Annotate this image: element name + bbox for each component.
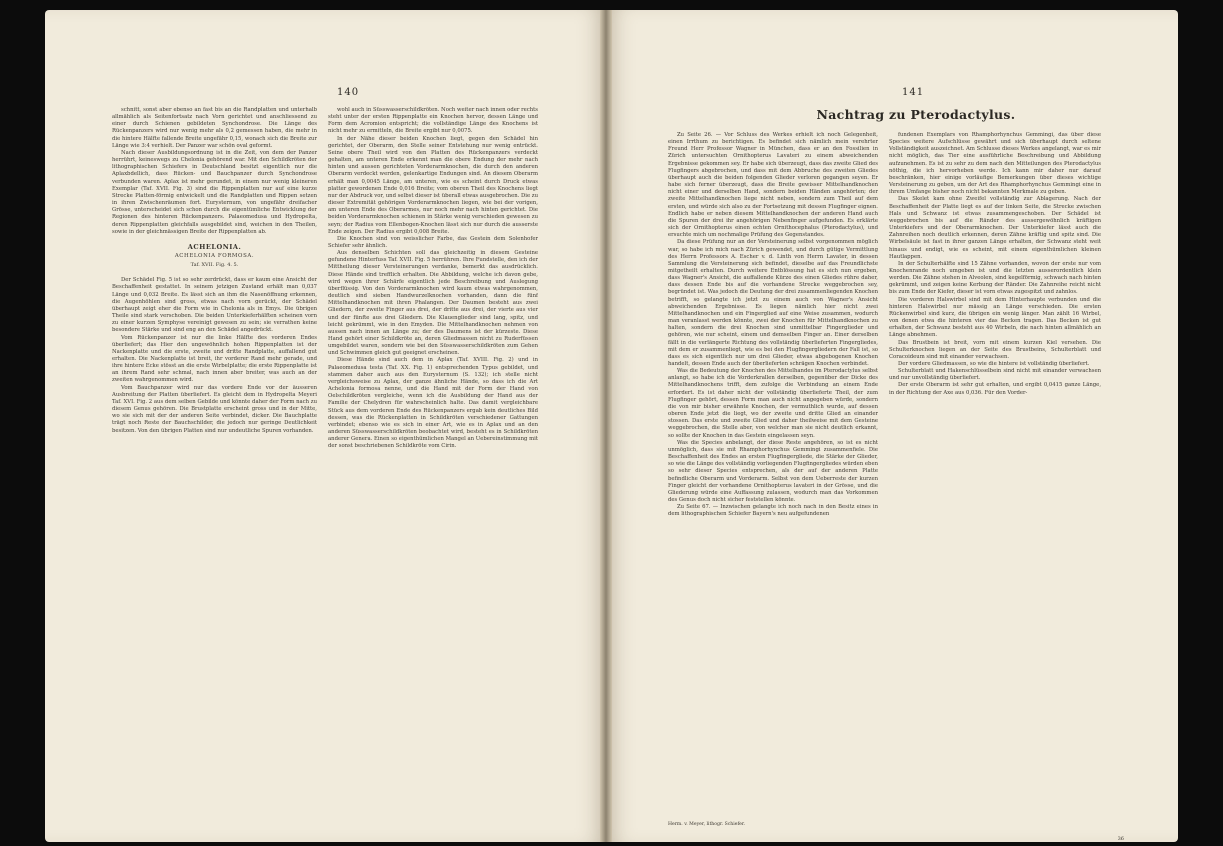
paragraph: Aus denselben Schichten soll das gleichzeitig in diesem Gesteine gefundene Hinterfuss Taf. XVII. Fig. 5 herrühren. Ihre Fundstelle, den ich der Mittheilung dieser Versteinerungen verdanke, bemerkt das ausdrücklich. Diese Hände sind trefflich erhalten. Die Abbildung, welche ich davon gebe, wird wegen ihrer Schärfe eigentlich jede Beschreibung und Auslegung überflüssig. Von den Vorderarmknochen wird kaum etwas wahrgenommen, deutlich sind sieben Handwurzelknochen vorhanden, dann die fünf Mittelhandknochen mit ihren Phalangen. Der Daumen besteht aus zwei Gliedern, der zweite Finger aus drei, der dritte aus drei, der vierte aus vier und der fünfte aus drei Gliedern. Die Klauenglieder sind lang, spitz, und leicht gekrümmt, wie in den Emyden. Die Mittelhandknochen nehmen von aussen nach innen an Länge zu; der des Daumens ist der kürzeste. Diese Hand gehört einer Schildkröte an, deren Gliedmassen nicht zu Ruderfüssen umgebildet waren, sondern wie bei den Süsswasserschildkröten zum Gehen und Schwimmen gleich gut geeignet erscheinen. [328, 250, 538, 357]
left-column-2 [328, 107, 538, 827]
footnote: Herm. v. Meyer, lithogr. Schiefer. [668, 822, 746, 827]
right-page [606, 10, 1178, 842]
paragraph: Der erste Oberarm ist sehr gut erhalten, und ergibt 0,0415 ganze Länge, in der Richtung der Axe aus 0,036. Für den Vorder- [889, 382, 1101, 396]
paragraph: Nach dieser Ausbildungsordnung ist in die Zeit, von dem der Panzer herrührt, keineswegs zu Chelonia gehörend war. Mit den Schildkröten der lithographischen Schiefers in Deutschland besitzt eigentlich nur die Aplaxbdellich, dass Rücken- und Bauchpanzer durch Synchondrose verbunden waren. Aplax ist mehr gerundet, in einem nur wenig kleineren Exemplar (Taf. XVII. Fig. 3) sind die Rippenplatten nur auf eine kurze Strecke Platten-förmig entwickelt und die Randplatten und Rippen setzen in ihren Zwischenräumen fort. Eurysternum, von ungefähr dreifacher Grösse, unterscheidet sich schon durch die eigentümliche Entwicklung der Regionen des hinteren Rückenpanzers. Palaeomedusa und Hydropelta, deren Rippenplatten gleichfalls ausgebildet sind, weichen in den Theilen, sowie in der gleichmässigen Breite der Rippenplatten ab. [112, 149, 317, 235]
paragraph: Was die Bedeutung der Knochen des Mittelhandes im Pterodactylus selbst anlangt, so habe ich die Vorderkrallen derselben, gegenüber der Dicke des Mittelhandknochens trifft, dem zufolge die Verbindung an einem Ende erfordert. Es ist daher nicht der vollständig überlieferte Theil, der zum Flugfinger gehört, dessen Form man auch nicht angegeben würde, sondern die von mir bisher erwähnte Knochen, der vermuthlich wurde, auf dessen oberen Ende jetzt die liegt, wo der zweite und dritte Glied an einander stossen. Das erste und zweite Glied und daher theilweise mit dem Gesteine weggebrochen, die Stelle aber, von welcher man sie nicht deutlich erkannt, so sollte der Knochen in das Gestein eingelassen seyn. [668, 368, 878, 439]
paragraph: Diese Hände sind auch dem in Aplax (Taf. XVIII. Fig. 2) und in Palaeomedusa testa (Taf. XX. Fig. 1) entsprechenden Typus gebildet, und stammen daher auch aus den Eurysternum (S. 132); ich stelle nicht vergleichsweise zu Aplax, der ganze ähnliche Hände, so dass ich die Art Achelonia formosa nenne, und die Hand mit der Form der Hand von Oelschildkröten vergleiche, wenn ich die Ausbildung der Hand aus der Familie der Chelydren für wahrscheinlich halte. Das damit vergleichbare Stück aus dem vorderen Ende des Rückenpanzers ergab kein deutliches Bild dessen, was die Rückenplatten in Schildkröten verschiedener Gattungen verbindet; ebenso wie es sich in einer Art, wie es in Aplax und an den anderen Süsswasserschildkröten beobachtet wird, besteht es in Schildkröten anderer Genera. Einen so eigenthümlichen Mangel an Uebereinstimmung mit der sonst beschriebenen Schildkröte vom Cirin. [328, 357, 538, 450]
paragraph: fundenen Exemplars von Rhamphorhynchus Gemmingi, das über diese Species weitere Aufschlüsse gewährt und sich überhaupt durch seltene Vollständigkeit auszeichnet. Am Schlusse dieses Werkes angelangt, war es mir nicht möglich, das Tier eine ausführliche Beschreibung und Abbildung aufzunehmen. Es ist zu sehr zu dem nach den Mitteilungen des Pterodactylus nöthig, die ich hervorheben werde. Ich kann mir daher nur darauf beschränken, hier einige vorläufige Bemerkungen über dieses wichtige Versteinerung zu geben, um der Art des Rhamphorhynchus Gemmingi eine in ihrem Umfange bisher noch nicht bekannten Merkmale zu geben. [889, 132, 1101, 196]
right-column-2 [889, 132, 1101, 832]
paragraph: Vom Bauchpanzer wird nur das vordere Ende vor der äusseren Ausbreitung der Platten überliefert. Es gleicht dem in Hydropelta Meyeri Taf. XVI. Fig. 2 aus dem selben Gebilde und könnte daher der Form nach zu diesem Genus gehören. Die Brustplatte erscheint gross und in der Mitte, wo sie sich mit der der anderen Seite verbindet, dicker. Die Bauchplatte trägt noch Reste der Bauchschilder, die jedoch nur geringe Deutlichkeit besitzen. Von den übrigen Platten sind nur undeutliche Spuren vorhanden. [112, 384, 317, 434]
paragraph: In der Schulterhälfte sind 15 Zähne vorhanden, wovon der erste nur vom Knochenrande noch umgeben ist und die letzten ausserordentlich klein werden. Die Zähne stehen in Alveolen, sind kegelförmig, schwach nach hinten gekrümmt, und zeigen keine Kerbung der Ränder. Die Zahnreihe reicht nicht bis zum Ende der Kiefer, dieser ist vorn etwas zugespitzt und zahnlos. [889, 260, 1101, 296]
paragraph: Das Skelet kam ohne Zweifel vollständig zur Ablagerung. Nach der Beschaffenheit der Platte liegt es auf der linken Seite, die Strecke zwischen Hals und Schwanz ist etwas zusammengeschoben. Der Schädel ist weggebrochen bis auf die Ränder des aussergewöhnlich kräftigen Unterkiefers und der Oberarmknochen. Der Unterkiefer lässt auch die Zahnreihen noch deutlich erkennen, deren Zähne kräftig und spitz sind. Die Wirbelsäule ist fast in ihrer ganzen Länge erhalten, der Schwanz steht weit hinaus und endigt, wie es scheint, mit einem eigenthümlichen kleinen Hautlappen. [889, 196, 1101, 260]
paragraph: Schulterblatt und Hakenschlüsselbein sind nicht mit einander verwachsen und nur unvollständig überliefert. [889, 368, 1101, 382]
open-book [45, 10, 1178, 842]
paragraph: In der Nähe dieser beiden Knochen liegt, gegen den Schädel hin gerichtet, der Oberarm, den Stelle seiner Entstehung nur wenig entrückt. Seine obere Theil wird von den Platten des Rückenpanzers verdeckt gehalten, am unteren Ende erkennt man die obere Endung der mehr nach hinten und aussen gerichteten Vorderarmknochen, die durch den anderen Oberarm verdeckt werden, gelenkartige Endungen sind. An diesem Oberarm erhält man 0,0045 Länge, am unteren, wie es scheint durch Druck etwas platter gewordenen Ende 0,016 Breite; vom oberen Theil des Knochens liegt nur der Abdruck vor, und selbst dieser ist überall etwas ausgebrochen. Die zu dieser Extremität gehörigen Vorderarmknochen liegen, wie bei der vorigen, am unteren Ende des Oberarmes, nur noch mehr nach hinten gerichtet. Die beiden Vorderarmknochen schienen in Stärke wenig verschieden gewesen zu seyn; der Radius vom Ellenbogen-Knochen lässt sich nur durch die ausserste Ende zeigen. Der Radius ergibt 0,008 Breite. [328, 135, 538, 235]
left-page [45, 10, 606, 842]
signature-mark: 36 [1117, 836, 1124, 842]
paragraph: Die Knochen sind von weisslicher Farbe, das Gestein dem Solenhofer Schiefer sehr ähnlich. [328, 235, 538, 249]
paragraph: Der Schädel Fig. 5 ist so sehr zerdrückt, dass er kaum eine Ansicht der Beschaffenheit gestattet. In seinem jetzigen Zustand erhält man 0,037 Länge und 0,032 Breite. Es lässt sich an ihm die Nasenöffnung erkennen, die Augenhöhlen sind gross, etwas nach vorn gerückt, der Schädel überhaupt zeigt eher die Form wie in Chelonia als in Emys. Die übrigen Theile sind stark verschoben. Die beiden Unterkieferhälften scheinen vorn zu einer kurzen Symphyse vereinigt gewesen zu sein; sie verrathen keine besondere Stärke und sind eng an den Schädel angedrückt. [112, 277, 317, 334]
plate-reference: Taf. XVII. Fig. 4. 5. [190, 262, 239, 269]
page-title: Nachtrag zu Pterodactylus. [816, 107, 1016, 122]
paragraph: schnitt, sonst aber ebenso an fast bis an die Randplatten und unterhalb allmählich als Seitenfortsatz nach Vorn gerichtet und anschliessend zu einer durch Schienen gebildeten Synchondrose. Die Länge des Rückenpanzers wird nur wenig mehr als 0,2 gemessen haben, die mehr in die hintere Hälfte fallende Breite ungefähr 0,15, wonach sich die Breite zur Länge wie 3:4 verhielt. Der Panzer war schön oval geformt. [112, 107, 317, 149]
book-gutter [600, 10, 612, 842]
species-heading: ACHELONIA FORMOSA. [174, 252, 255, 259]
paragraph: Zu Seite 67. — Inzwischen gelangte ich noch nach in den Besitz eines in dem lithographischen Schiefer Bayern's neu aufgefundenen [668, 504, 878, 518]
paragraph: Zu Seite 26. — Vor Schluss des Werkes erhielt ich noch Gelegenheit, einen Irrthum zu berichtigen. Es befindet sich nämlich mein verehrter Freund Herr Professor Wagner in München, dass er an den Fossilien in Zürich untersuchten Ornithopterus Lavateri zu einem abweichenden Ergebnisse gekommen sey. Er habe sich überzeugt, dass das zweite Glied des Flugfingers abgebrochen, und dass mit dem Abbruche des zweiten Gliedes überhaupt auch die beiden folgenden Glieder verloren gegangen seyen. Er habe sich ferner überzeugt, dass die Breite gewisser Mittelhandknochen nicht einer und derselben Hand, sondern beiden Händen angehörten; der zweite Mittelhandknochen liege nicht neben, sondern zum Theil auf dem ersten, und würde sich also zu der Fortsetzung mit dessen Flugfinger eignen. Endlich habe er neben diesem Mittelhandknochen der anderen Hand auch die Spuren der drei ihr angehörigen Nebenfinger aufgefunden. Es erklärte sich der Ornithopterus einen echten Ornithocephalus (Pterodactylus), und ersuchte mich um nochmalige Prüfung des Gegenstandes. [668, 132, 878, 239]
paragraph: wohl auch in Süsswasserschildkröten. Noch weiter nach innen oder rechts steht unter der ersten Rippenplatte ein Knochen hervor, dessen Länge und Form dem Acromion entspricht; die vollständige Länge des Knochens ist nicht mehr zu ermitteln, die Breite ergibt nur 0,0075. [328, 107, 538, 135]
paragraph: Was die Species anbelangt, der diese Reste angehören, so ist es nicht unmöglich, dass sie mit Rhamphorhynchus Gemmingi zusammenfiele. Die Beschaffenheit des Endes an ersten Flugfingergliede, die Stärke der Glieder, so wie die Länge des vollständig vorliegenden Flugfingergliedes würden eben so sehr dieser Species entsprechen, als der auf der anderen Platte befindliche Oberarm und Vorderarm. Selbst von dem Ueberreste der kurzen Finger gleicht der vorhandene Ornithopterus lavateri in der Grösse, und die Gliederung würde eine Auffassung zulassen, wodurch man das Vorkommen des Genus doch nicht sicher feststellen könnte. [668, 439, 878, 503]
section-heading: ACHELONIA. [187, 242, 242, 251]
right-page-number: 141 [902, 87, 925, 98]
paragraph: Das Brustbein ist breit, vorn mit einem kurzen Kiel versehen. Die Schulterknochen liegen an der Seite des Brustbeins, Schulterblatt und Coracoideum sind mit einander verwachsen. [889, 339, 1101, 360]
left-page-number: 140 [337, 87, 360, 98]
left-column-1 [112, 107, 317, 827]
paragraph: Vom Rückenpanzer ist nur die linke Hälfte des vorderen Endes überliefert; das Hier den ungewöhnlich hohen Rippenplatten ist der Nackenplatte und die erste, zweite und dritte Randplatte, auffallend gut erhalten. Die Nackenplatte ist breit, ihr vorderer Rand mehr gerade, und ihre hintere Ecke stösst an die erste Wirbelplatte; die erste Rippenplatte ist an ihrem Rand sehr schmal, nach innen aber breiter, was auch an der zweiten wahrgenommen wird. [112, 334, 317, 384]
right-column-1 [668, 132, 878, 822]
paragraph: Der vordere Gliedmassen, so wie die hintere ist vollständig überliefert. [898, 361, 1090, 367]
paragraph: Da diese Prüfung nur an der Versteinerung selbst vorgenommen möglich war, so habe ich mich nach Zürich gewendet, und durch gütige Vermittlung des Herrn Professors A. Escher v. d. Linth von Herrn Lavater, in dessen Sammlung die Versteinerung sich befindet, dieselbe auf das Freundlichste mitgetheilt erhalten. Durch weitere Entblössung hat es sich nun ergeben, dass Wagner's Ansicht, die auffallende Kürze des einen Gliedes rühre daher, dass dessen Ende bis auf die vorhandene Strecke weggebrochen sey, begründet ist. Was jedoch die Deutung der drei zusammenliegenden Knochen betrifft, so gelangte ich jetzt zu einem auch von Wagner's Ansicht abweichenden Ergebnisse. Es liegen nämlich hier nicht zwei Mittelhandknochen und ein Fingerglied auf eine Weise zusammen, wodurch man veranlasst werden könnte, zwei der Knochen für Mittelhandknochen zu halten, sondern die drei Knochen sind unmittelbar Fingerglieder und gehören, wie nur scheint, einem und demselben Finger an. Einer derselben fällt in die verlängerte Richtung des vollständig überlieferten Fingergliedes, mit dem er zusammenliegt, wie es bei den Flugfingergliedern der Fall ist, so dass es sich eigentlich nur um drei Glieder, etwas abgebogenen Knochen handelt, dessen Ende auch der überlieferten schrägen Knochen verbindet. [668, 239, 878, 367]
paragraph: Die vorderen Halswirbel sind mit dem Hinterhaupte verbunden und die hinteren Halswirbel nur mässig an Länge verschieden. Die ersten Rückenwirbel sind kurz, die übrigen ein wenig länger. Man zählt 16 Wirbel, von denen etwa die hinteren vier das Becken tragen. Das Becken ist gut erhalten, der Schwanz besteht aus 40 Wirbeln, die nach hinten allmählich an Länge abnehmen. [889, 296, 1101, 339]
